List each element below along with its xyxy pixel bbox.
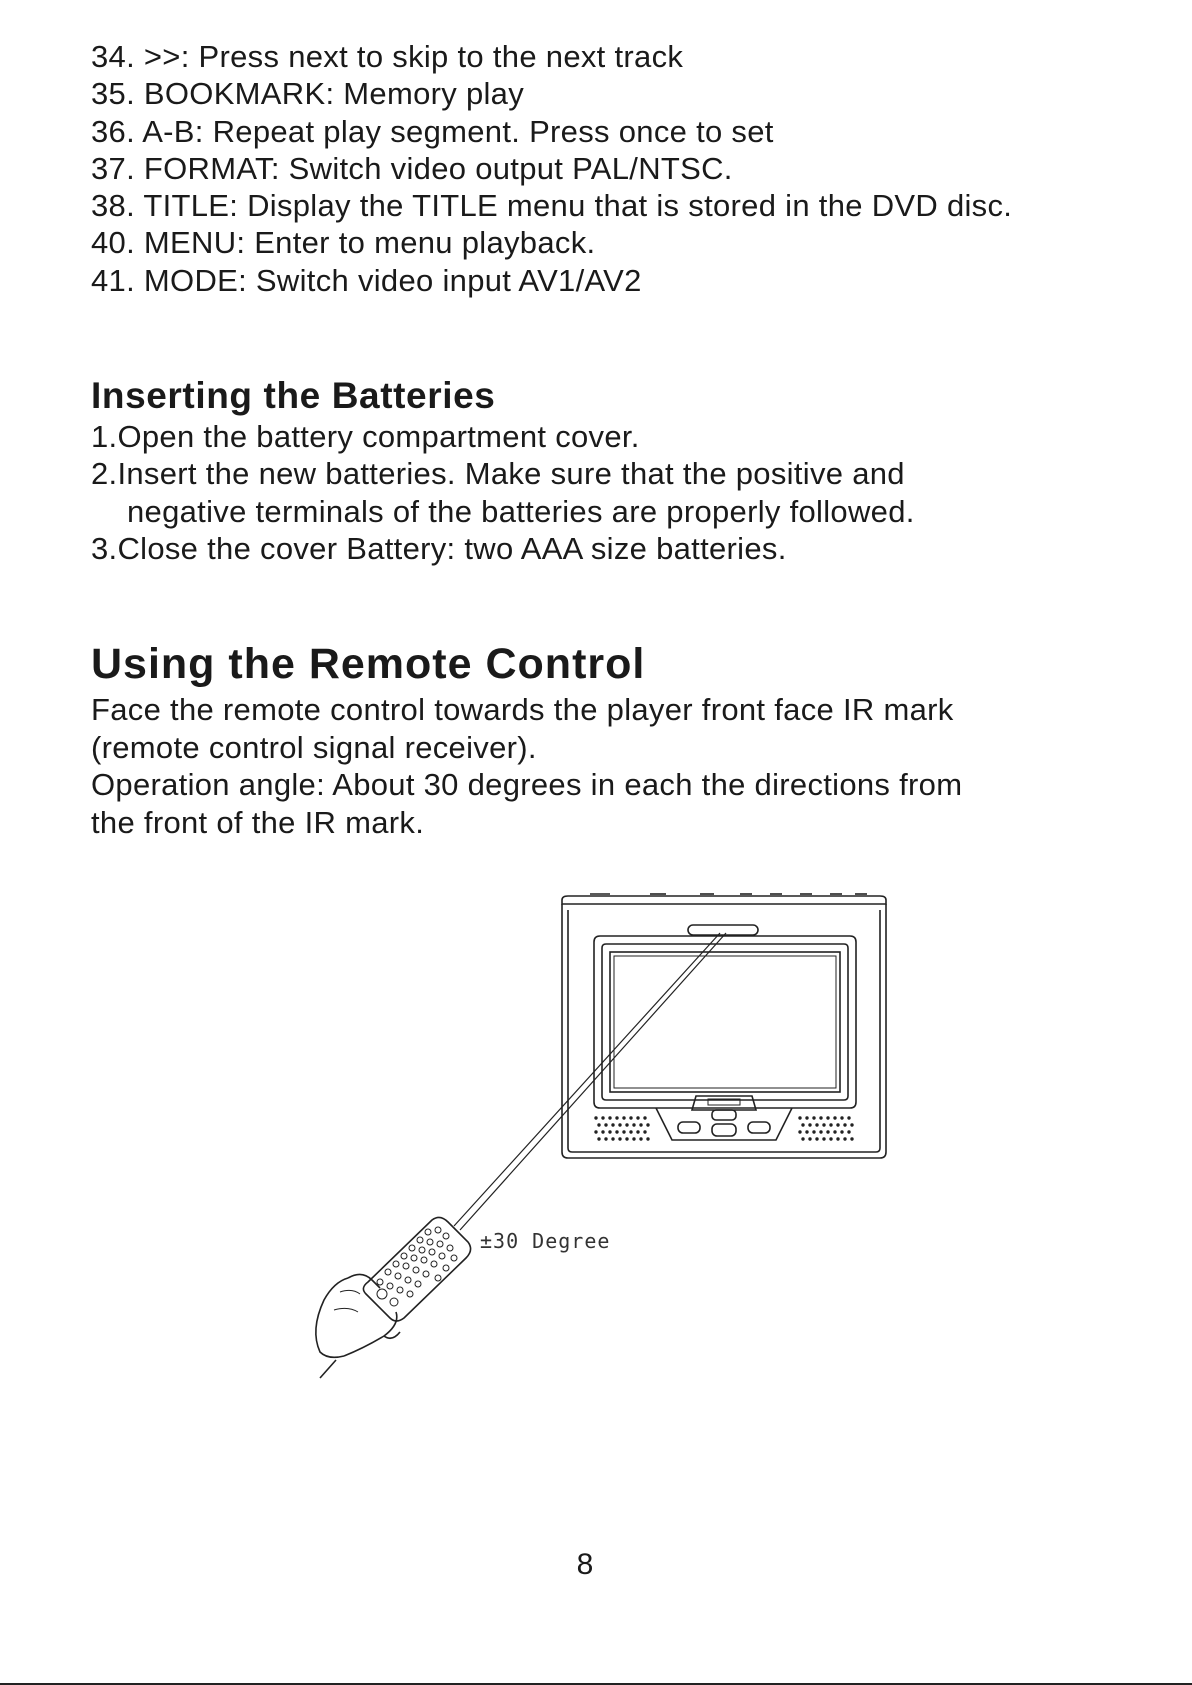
list-item: 35. BOOKMARK: Memory play bbox=[91, 76, 525, 112]
button-function-list bbox=[91, 38, 1171, 299]
list-item: 38. TITLE: Display the TITLE menu that is stored in the DVD disc. bbox=[91, 188, 1013, 224]
list-item: 36. A-B: Repeat play segment. Press once to set bbox=[91, 113, 774, 149]
angle-label: ±30 Degree bbox=[480, 1229, 611, 1253]
page-number: 8 bbox=[576, 1548, 594, 1581]
battery-step: 2.Insert the new batteries. Make sure that the positive and bbox=[91, 456, 905, 492]
batteries-heading: Inserting the Batteries bbox=[91, 375, 496, 416]
remote-heading: Using the Remote Control bbox=[91, 640, 646, 688]
dvd-player-icon bbox=[562, 894, 886, 1158]
list-item: 40. MENU: Enter to menu playback. bbox=[91, 225, 596, 261]
remote-line: (remote control signal receiver). bbox=[91, 729, 537, 765]
list-item: 37. FORMAT: Switch video output PAL/NTSC. bbox=[91, 150, 733, 186]
remote-in-hand-icon bbox=[316, 1217, 471, 1378]
ir-beam-lines bbox=[454, 933, 726, 1230]
remote-line: Face the remote control towards the player front face IR mark bbox=[91, 692, 954, 727]
remote-operation-illustration bbox=[300, 890, 900, 1380]
batteries-steps bbox=[91, 418, 1171, 567]
battery-step: 3.Close the cover Battery: two AAA size batteries. bbox=[91, 530, 787, 566]
remote-instructions bbox=[91, 691, 1171, 841]
battery-step: 1.Open the battery compartment cover. bbox=[91, 419, 640, 454]
list-item: 41. MODE: Switch video input AV1/AV2 bbox=[91, 262, 642, 298]
remote-line: Operation angle: About 30 degrees in each the directions from bbox=[91, 767, 963, 802]
remote-line: the front of the IR mark. bbox=[91, 804, 425, 840]
battery-step-continued: negative terminals of the batteries are properly followed. bbox=[127, 493, 915, 529]
list-item: 34. >>: Press next to skip to the next track bbox=[91, 39, 684, 74]
